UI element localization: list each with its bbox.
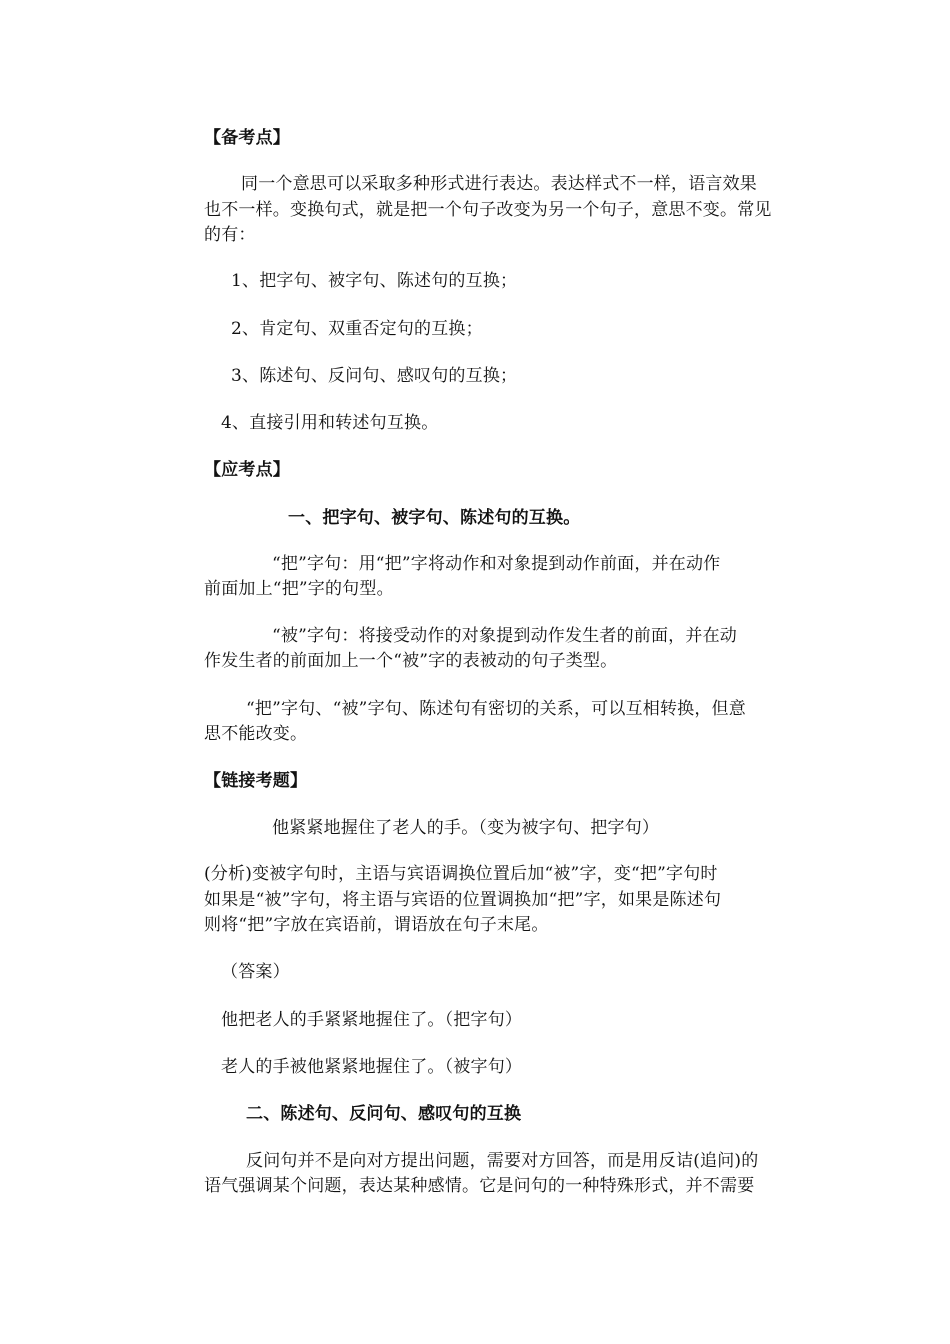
link-heading: 【链接考题】	[204, 771, 308, 791]
relation-line-2: 思不能改变。	[204, 724, 308, 744]
analysis-line-2: 如果是“被”字句，将主语与宾语的位置调换加“把”字，如果是陈述句	[204, 890, 722, 910]
list-item-2: 2、肯定句、双重否定句的互换；	[231, 319, 483, 339]
rhetorical-line-1: 反问句并不是向对方提出问题，需要对方回答，而是用反诘(追问)的	[246, 1151, 759, 1171]
intro-line-2: 也不一样。变换句式，就是把一个句子改变为另一个句子，意思不变。常见	[204, 200, 772, 220]
answer-label: （答案）	[221, 962, 290, 982]
analysis-line-3: 则将“把”字放在宾语前，谓语放在句子末尾。	[204, 915, 549, 935]
section2-title: 二、陈述句、反问句、感叹句的互换	[246, 1104, 522, 1124]
bei-def-line-1: “被”字句：将接受动作的对象提到动作发生者的前面，并在动	[272, 626, 737, 646]
analysis-line-1: (分析)变被字句时，主语与宾语调换位置后加“被”字，变“把”字句时	[204, 864, 718, 884]
ba-def-line-1: “把”字句：用“把”字将动作和对象提到动作前面，并在动作	[272, 554, 721, 574]
section1-title: 一、把字句、被字句、陈述句的互换。	[288, 508, 581, 528]
list-item-1: 1、把字句、被字句、陈述句的互换；	[231, 271, 518, 291]
answer-bei: 老人的手被他紧紧地握住了。（被字句）	[221, 1057, 523, 1077]
ba-def-line-2: 前面加上“把”字的句型。	[204, 579, 394, 599]
bei-def-line-2: 作发生者的前面加上一个“被”字的表被动的句子类型。	[204, 651, 618, 671]
prep-heading: 【备考点】	[204, 128, 290, 148]
intro-line-1: 同一个意思可以采取多种形式进行表达。表达样式不一样，语言效果	[241, 174, 757, 194]
list-item-3: 3、陈述句、反问句、感叹句的互换；	[231, 366, 518, 386]
intro-line-3: 的有：	[204, 225, 256, 245]
relation-line-1: “把”字句、“被”字句、陈述句有密切的关系，可以互相转换，但意	[246, 699, 746, 719]
answer-ba: 他把老人的手紧紧地握住了。（把字句）	[221, 1010, 523, 1030]
respond-heading: 【应考点】	[204, 460, 290, 480]
question-text: 他紧紧地握住了老人的手。（变为被字句、把字句）	[272, 818, 660, 838]
rhetorical-line-2: 语气强调某个问题，表达某种感情。它是问句的一种特殊形式，并不需要	[204, 1176, 755, 1196]
list-item-4: 4、直接引用和转述句互换。	[221, 413, 439, 433]
